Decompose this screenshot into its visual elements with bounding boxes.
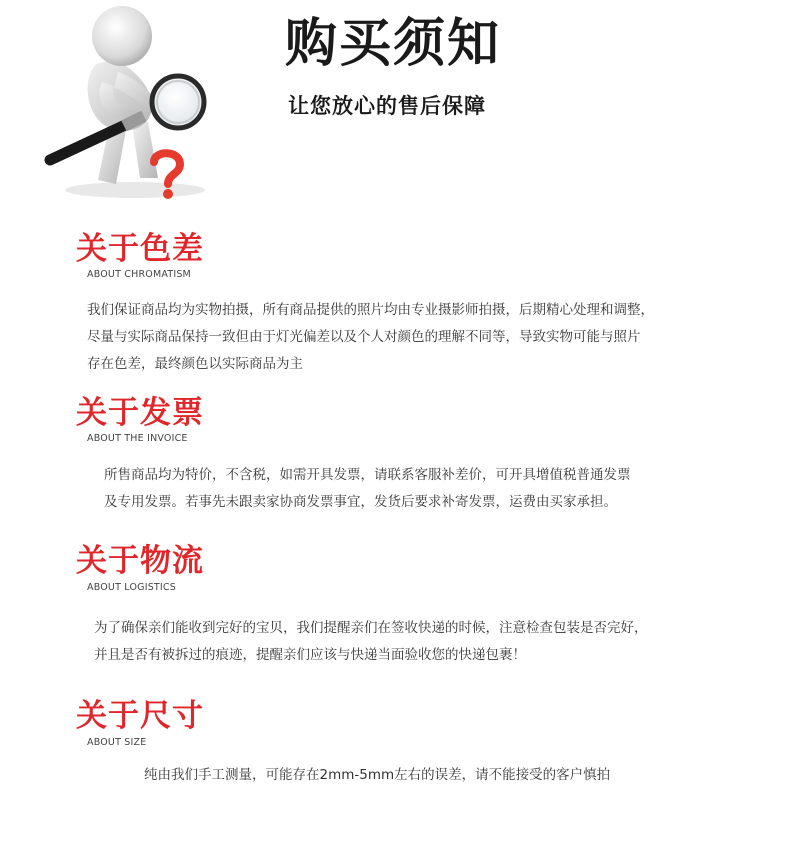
text-line: 我们保证商品均为实物拍摄，所有商品提供的照片均由专业摄影师拍摄，后期精心处理和调整， [87,302,654,318]
text-line: 尽量与实际商品保持一致但由于灯光偏差以及个人对颜色的理解不同等，导致实物可能与照片 [87,329,641,345]
section-title: 关于发票 [76,395,204,431]
text-line: 并且是否有被拆过的痕迹，提醒亲们应该与快递当面验收您的快递包裹！ [94,647,526,663]
text-line: 为了确保亲们能收到完好的宝贝，我们提醒亲们在签收快递的时候，注意检查包装是否完好， [94,620,648,636]
section-body [104,462,631,516]
section-body [94,615,648,669]
text-line: 纯由我们手工测量，可能存在2mm-5mm左右的误差，请不能接受的客户慎拍 [144,767,611,783]
page-title: 购买须知 [285,14,502,74]
page-subtitle: 让您放心的售后保障 [288,94,486,118]
section-body [87,297,654,378]
section-title: 关于尺寸 [76,698,204,734]
section-title: 关于色差 [76,231,204,267]
text-line: 所售商品均为特价，不含税，如需开具发票，请联系客服补差价，可开具增值税普通发票 [104,467,631,483]
text-line: 及专用发票。若事先未跟卖家协商发票事宜，发货后要求补寄发票，运费由买家承担。 [104,494,617,510]
section-subtitle: ABOUT THE INVOICE [87,433,188,444]
section-subtitle: ABOUT SIZE [87,737,147,748]
magnifier-figure-icon [40,2,230,202]
text-line: 存在色差，最终颜色以实际商品为主 [87,356,303,372]
section-body [144,762,610,789]
section-title: 关于物流 [76,543,204,579]
section-subtitle: ABOUT LOGISTICS [87,582,176,593]
section-subtitle: ABOUT CHROMATISM [87,269,191,280]
